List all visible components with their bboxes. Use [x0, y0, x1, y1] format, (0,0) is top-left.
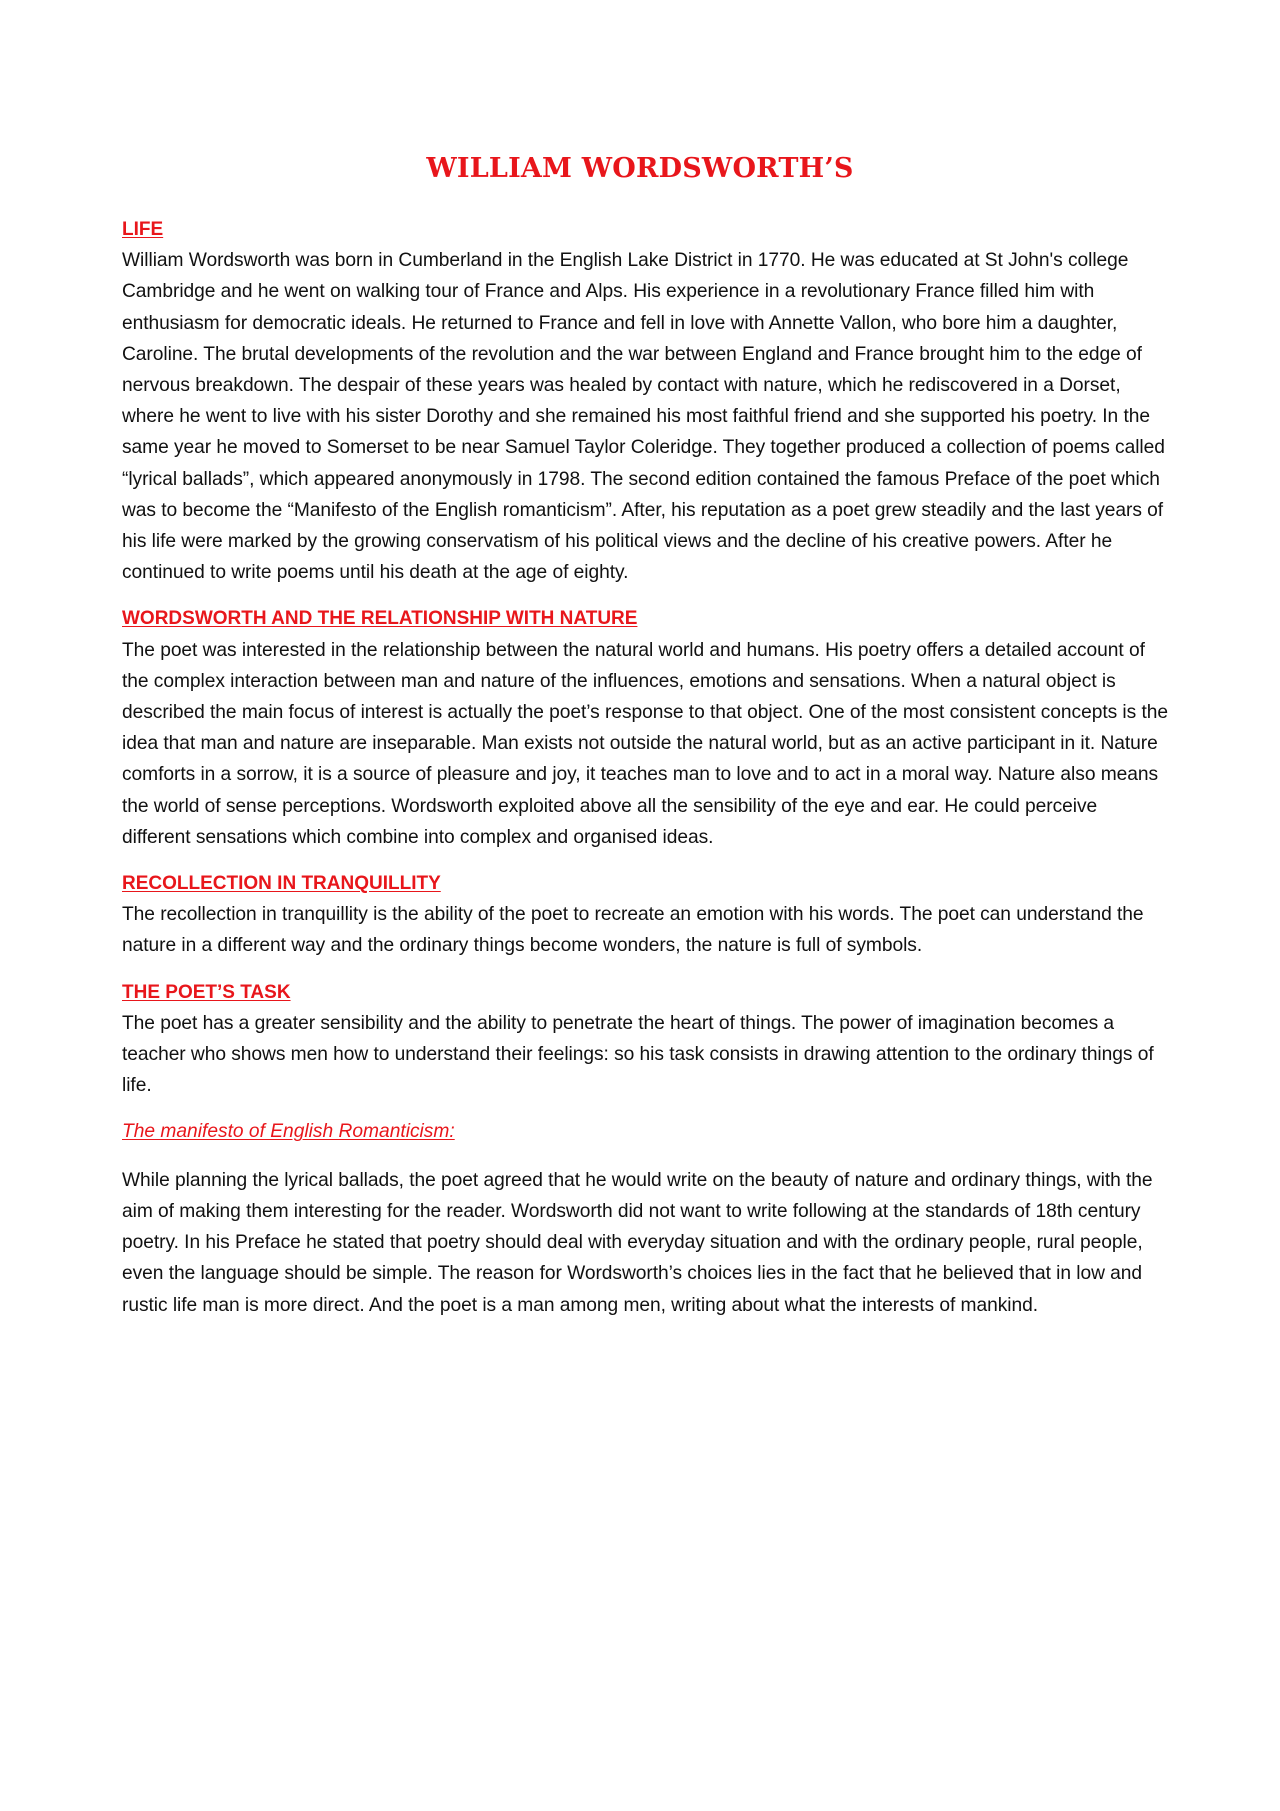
- section-manifesto: [122, 1116, 1168, 1320]
- section-nature: [122, 603, 1168, 853]
- section-heading-manifesto: The manifesto of English Romanticism:: [122, 1121, 455, 1143]
- page-title: WILLIAM WORDSWORTH’S: [426, 153, 854, 184]
- section-recollection: [122, 868, 1168, 962]
- section-heading-nature: WORDSWORTH AND THE RELATIONSHIP WITH NATURE: [122, 608, 638, 630]
- section-text-poets-task: The poet has a greater sensibility and the ability to penetrate the heart of things. The power of imagination becomes a teacher who shows men how to understand their feelings: so his task consists in drawing attention to the ordinary things of life.: [122, 1012, 1154, 1097]
- document-body: [122, 214, 1168, 1336]
- section-poets-task: [122, 977, 1168, 1102]
- section-text-recollection: The recollection in tranquillity is the ability of the poet to recreate an emotion with his words. The poet can understand the nature in a different way and the ordinary things become wonders, the nature is full of symbols.: [122, 904, 1144, 957]
- section-text-life: William Wordsworth was born in Cumberland in the English Lake District in 1770. He was educated at St John's college Cambridge and he went on walking tour of France and Alps. His experience in a revolutionary France filled him with enthusiasm for democratic ideals. He returned to France and fell in love with Annette Vallon, who bore him a daughter, Caroline. The brutal developments of the revolution and the war between England and France brought him to the edge of nervous breakdown. The despair of these years was healed by contact with nature, which he rediscovered in a Dorset, where he went to live with his sister Dorothy and she remained his most faithful friend and she supported his poetry. In the same year he moved to Somerset to be near Samuel Taylor Coleridge. They together produced a collection of poems called “lyrical ballads”, which appeared anonymously in 1798. The second edition contained the famous Preface of the poet which was to become the “Manifesto of the English romanticism”. After, his reputation as a poet grew steadily and the last years of his life were marked by the growing conservatism of his political views and the decline of his creative powers. After he continued to write poems until his death at the age of eighty.: [122, 250, 1165, 584]
- section-life: [122, 214, 1168, 588]
- section-heading-recollection: RECOLLECTION IN TRANQUILLITY: [122, 873, 441, 895]
- section-heading-life: LIFE: [122, 219, 164, 240]
- section-text-manifesto: While planning the lyrical ballads, the poet agreed that he would write on the beauty of nature and ordinary things, with the aim of making them interesting for the reader. Wordsworth did not want to write following at the standards of 18th century poetry. In his Preface he stated that poetry should deal with everyday situation and with the ordinary people, rural people, even the language should be simple. The reason for Wordsworth’s choices lies in the fact that he believed that in low and rustic life man is more direct. And the poet is a man among men, writing about what the interests of mankind.: [122, 1169, 1153, 1316]
- section-text-nature: The poet was interested in the relationship between the natural world and humans. His poetry offers a detailed account of the complex interaction between man and nature of the influences, emotions and sensations. When a natural object is described the main focus of interest is actually the poet’s response to that object. One of the most consistent concepts is the idea that man and nature are inseparable. Man exists not outside the natural world, but as an active participant in it. Nature comforts in a sorrow, it is a source of pleasure and joy, it teaches man to love and to act in a moral way. Nature also means the world of sense perceptions. Wordsworth exploited above all the sensibility of the eye and ear. He could perceive different sensations which combine into complex and organised ideas.: [122, 639, 1168, 848]
- section-heading-poets-task: THE POET’S TASK: [122, 981, 291, 1003]
